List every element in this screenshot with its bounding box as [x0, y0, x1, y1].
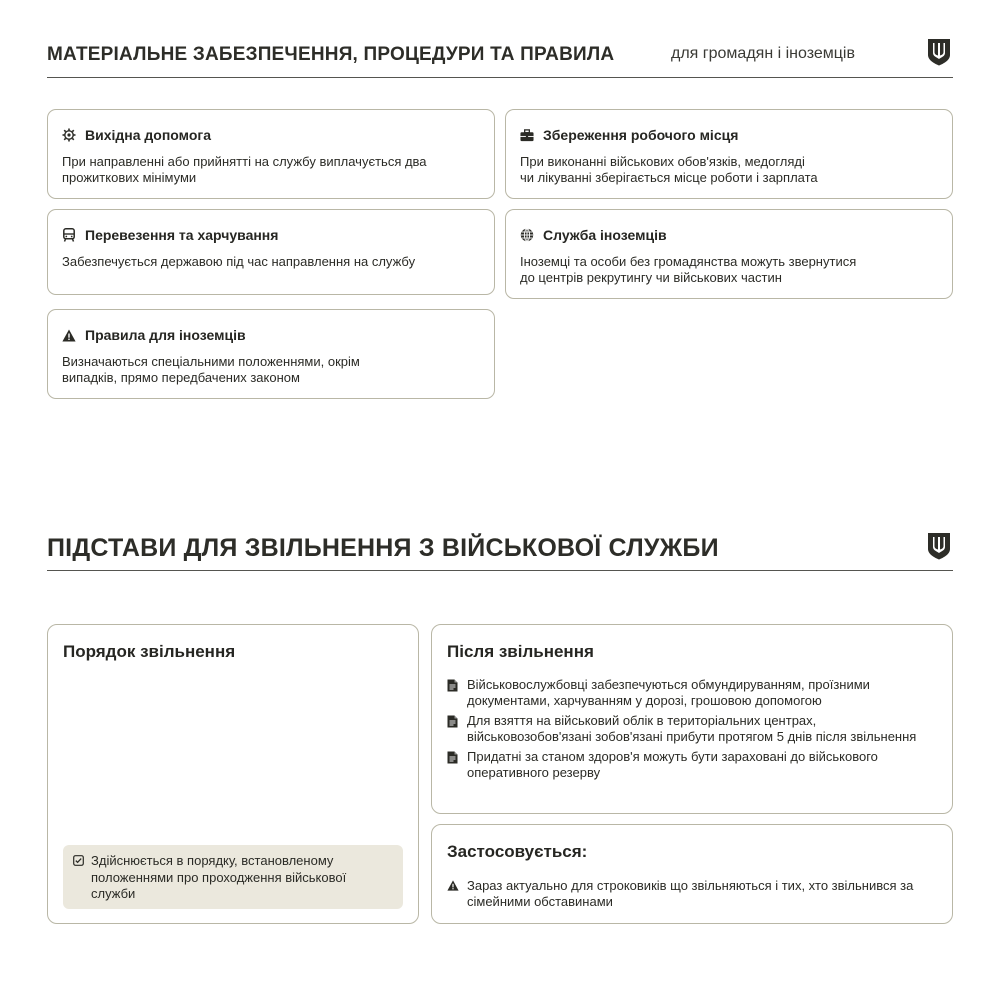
list-item-text: Для взяття на військовий облік в територіальних центрах, військовозобов'язані зобов'язані прибути протягом 5 днів після звільнення: [467, 713, 917, 744]
trident-shield-icon: [927, 38, 951, 66]
card-body-line: до центрів рекрутингу чи військових частин: [520, 270, 782, 285]
card-title: Застосовується:: [447, 842, 588, 861]
card-after-discharge: [431, 624, 953, 814]
procedure-note: [63, 845, 403, 909]
document-icon: [447, 751, 458, 764]
card-transport-food: [47, 209, 495, 295]
card-body: Забезпечується державою під час направлення на службу: [62, 254, 416, 269]
list-item-text: Придатні за станом здоров'я можуть бути зараховані до військового оперативного резерву: [467, 749, 878, 780]
card-body-line: Визначаються спеціальними положеннями, окрім: [62, 354, 360, 369]
document-icon: [447, 679, 458, 692]
card-body-line: При виконанні військових обов'язків, медогляді: [520, 154, 805, 169]
globe-icon: [520, 228, 534, 242]
after-discharge-list: [447, 677, 938, 785]
card-title: Служба іноземців: [543, 227, 667, 243]
card-title: Правила для іноземців: [85, 327, 246, 343]
card-body-line: чи лікуванні зберігається місце роботи і зарплата: [520, 170, 818, 185]
card-body-line: Іноземці та особи без громадянства можуть звернутися: [520, 254, 857, 269]
card-title: Збереження робочого місця: [543, 127, 739, 143]
warning-icon: [447, 880, 459, 891]
warning-icon: [62, 328, 76, 342]
card-body: При направленні або прийнятті на службу виплачується два прожиткових мінімуми: [62, 154, 427, 185]
list-item: [447, 677, 938, 709]
list-item: [447, 713, 938, 745]
card-title: Порядок звільнення: [63, 642, 236, 661]
bus-icon: [62, 228, 76, 242]
list-item-text: Військовослужбовці забезпечуються обмундируванням, проїзними документами, харчуванням у дорозі, грошовою допомогою: [467, 677, 870, 708]
trident-shield-icon: [927, 532, 951, 560]
card-discharge-procedure: [47, 624, 419, 924]
section1-subtitle: для громадян і іноземців: [671, 45, 855, 62]
section1-header: [47, 36, 953, 78]
section2-title: ПІДСТАВИ ДЛЯ ЗВІЛЬНЕННЯ З ВІЙСЬКОВОЇ СЛУЖБИ: [47, 534, 719, 562]
card-title: Перевезення та харчування: [85, 227, 279, 243]
card-body-line: випадків, прямо передбачених законом: [62, 370, 300, 385]
card-title: Вихідна допомога: [85, 127, 212, 143]
document-icon: [447, 715, 458, 728]
card-job-retention: [505, 109, 953, 199]
section1-title: МАТЕРІАЛЬНЕ ЗАБЕЗПЕЧЕННЯ, ПРОЦЕДУРИ ТА ПРАВИЛА: [47, 44, 615, 65]
checkbox-icon: [73, 855, 84, 866]
procedure-note-text: Здійснюється в порядку, встановленому положеннями про проходження військової служби: [91, 853, 347, 901]
section2-header: [47, 528, 953, 571]
briefcase-icon: [520, 128, 534, 142]
list-item: [447, 749, 938, 781]
card-applies: [431, 824, 953, 924]
gear-icon: [62, 128, 76, 142]
card-foreigners-rules: [47, 309, 495, 399]
applies-text: Зараз актуально для строковиків що звільняються і тих, хто звільнився за сімейними обставинами: [467, 878, 914, 909]
card-foreigners-service: [505, 209, 953, 299]
card-title: Після звільнення: [447, 642, 594, 661]
card-severance: [47, 109, 495, 199]
list-item: [447, 878, 938, 910]
